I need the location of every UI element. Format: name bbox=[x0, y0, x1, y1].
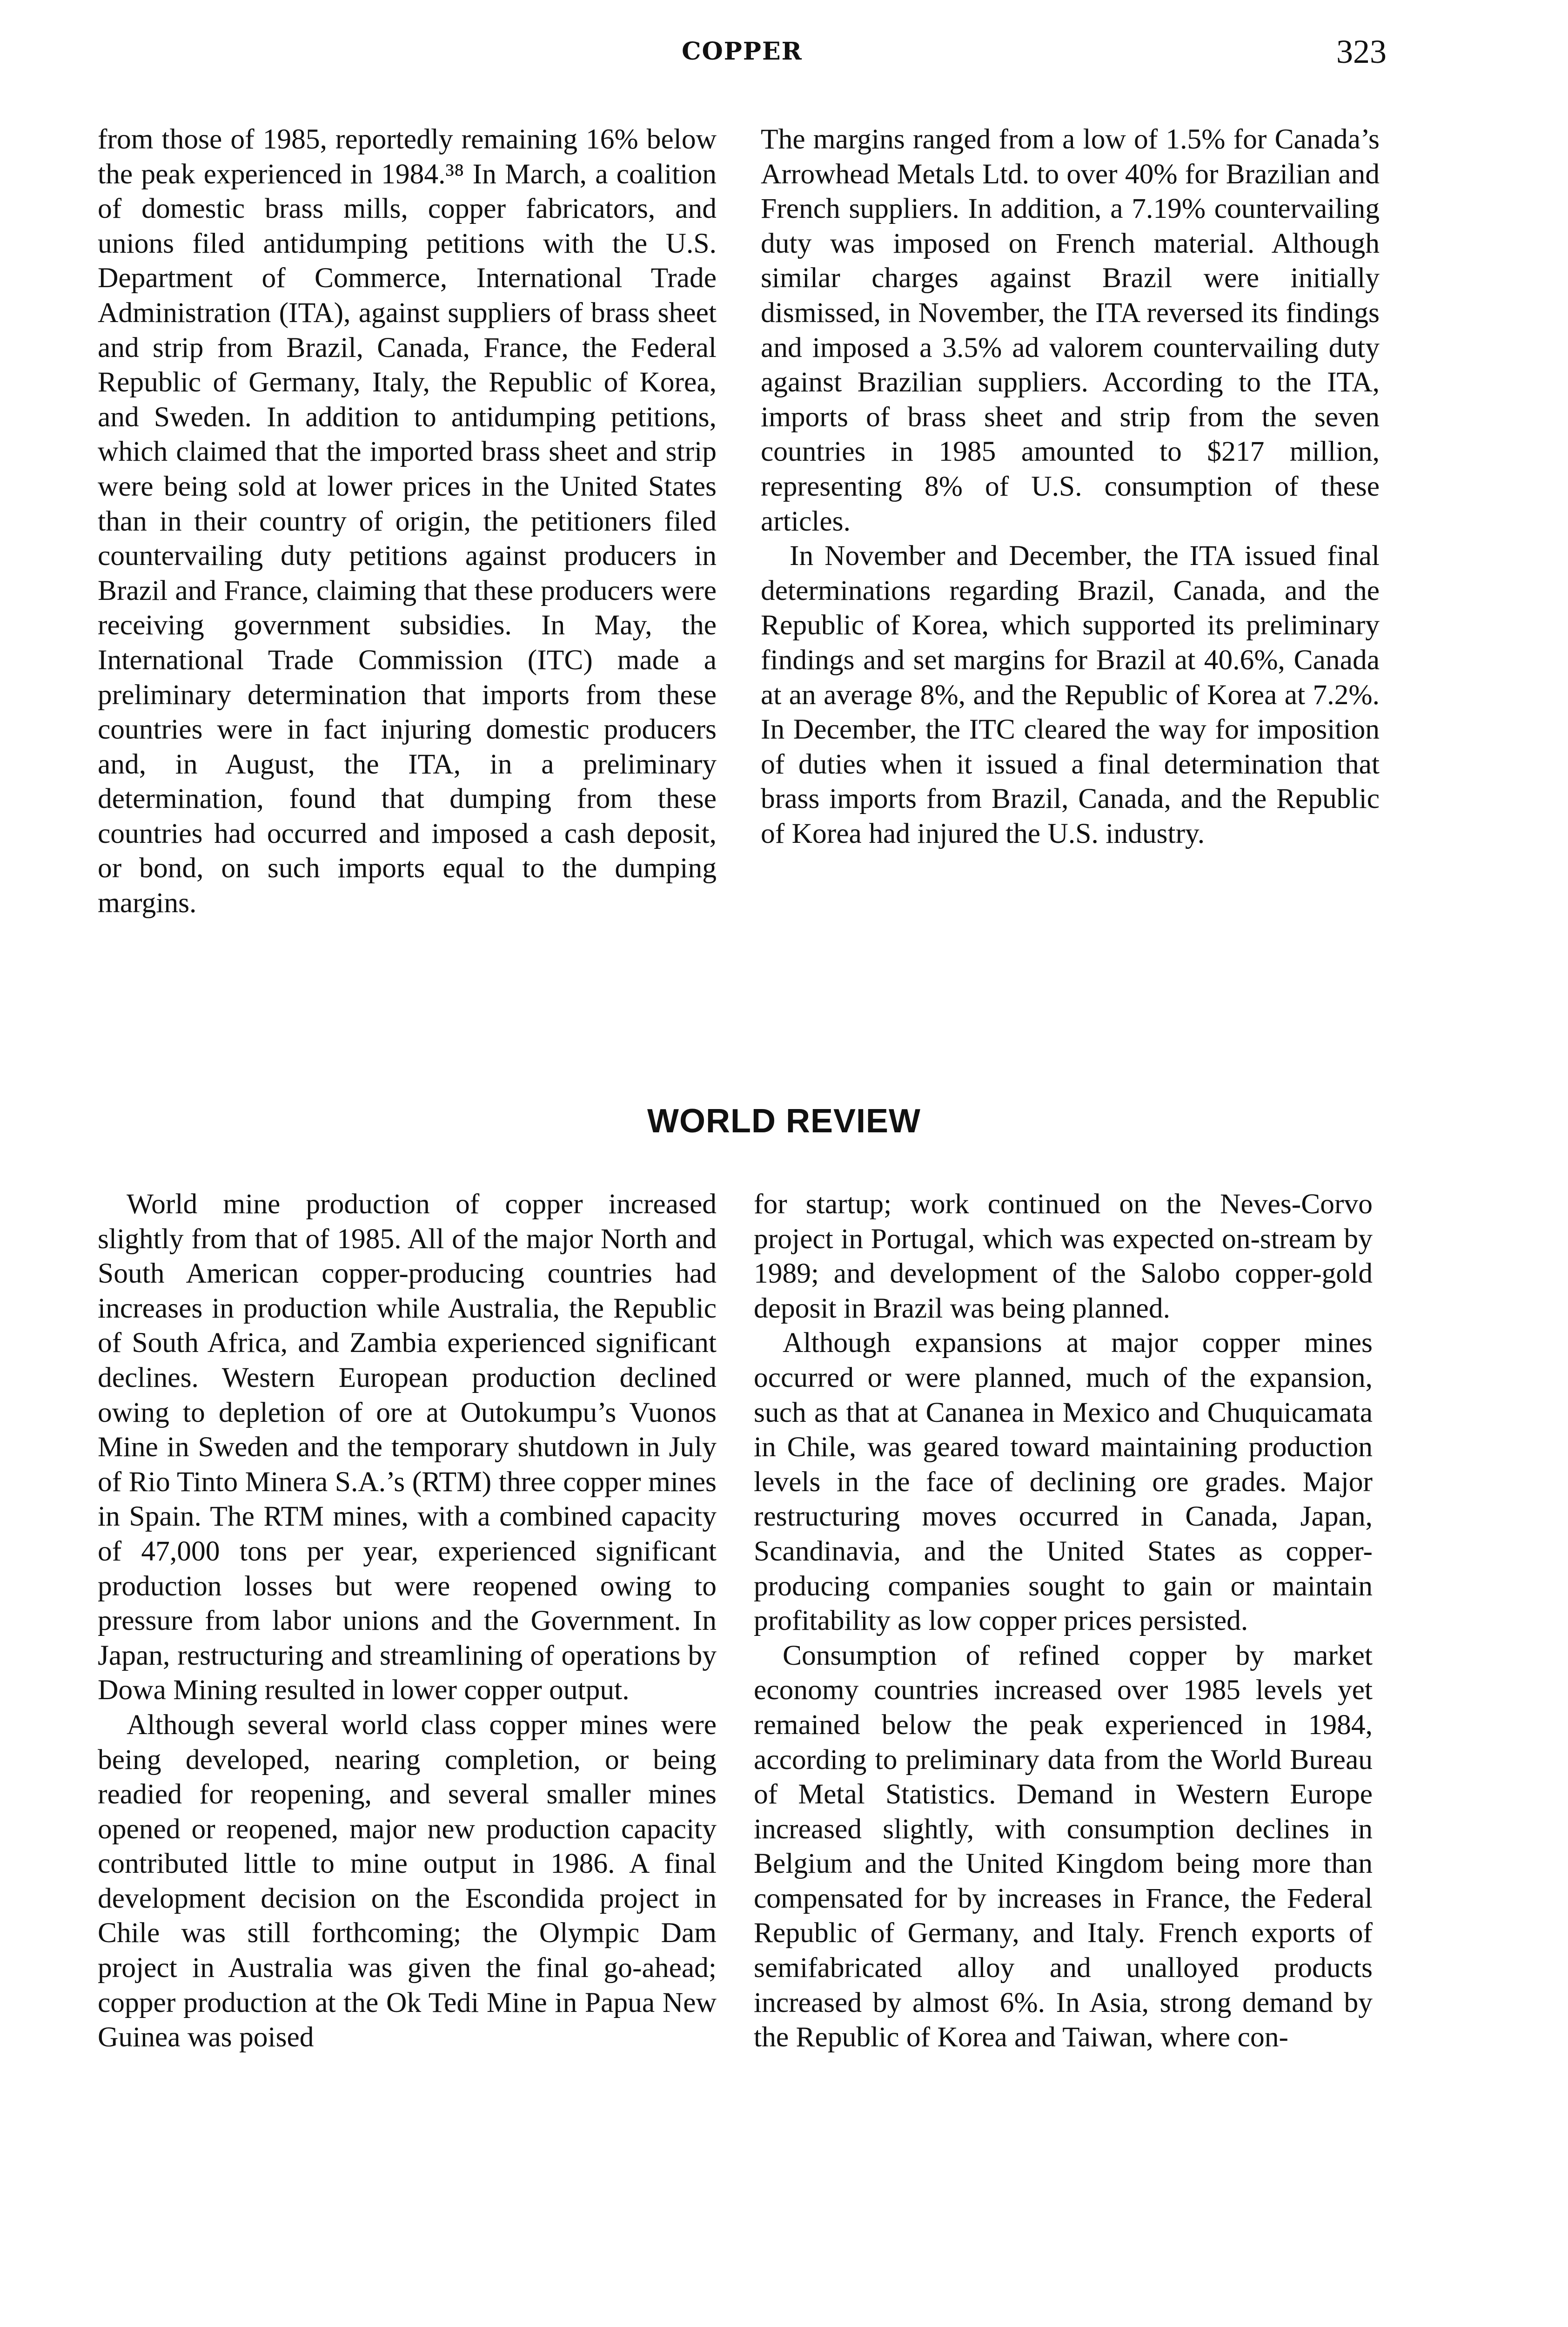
paragraph: In November and December, the ITA issued final determinations regarding Brazil, Canada, and the Republic of Korea, which supported its preliminary findings and set margins for Brazil at 40.6%, Canada at an average 8%, and the Republic of Korea at 7.2%. In December, the ITC cleared the way for imposition of duties when it issued a final determination that brass imports from Brazil, Canada, and the Republic of Korea had injured the U.S. industry. bbox=[761, 540, 1380, 849]
top-right-column bbox=[761, 122, 1380, 851]
paragraph: from those of 1985, reportedly remaining 16% below the peak experienced in 1984.³⁸ In March, a coalition of domestic brass mills, copper fabricators, and unions filed antidumping petitions with the U.S. Department of Commerce, International Trade Administration (ITA), against suppliers of brass sheet and strip from Brazil, Canada, France, the Federal Republic of Germany, Italy, the Republic of Korea, and Sweden. In addition to antidumping petitions, which claimed that the imported brass sheet and strip were being sold at lower prices in the United States than in their country of origin, the petitioners filed countervailing duty petitions against producers in Brazil and France, claiming that these producers were receiving government subsidies. In May, the International Trade Commission (ITC) made a preliminary determination that imports from these countries were in fact injuring domestic producers and, in August, the ITA, in a preliminary determination, found that dumping from these countries had occurred and imposed a cash deposit, or bond, on such imports equal to the dumping margins. bbox=[98, 123, 717, 919]
page-number: 323 bbox=[1336, 33, 1387, 70]
paragraph: Consumption of refined copper by market economy countries increased over 1985 levels yet remained below the peak experienced in 1984, according to preliminary data from the World Bureau of Metal Statistics. Demand in Western Europe increased slightly, with consumption declines in Belgium and the United Kingdom being more than compensated for by increases in France, the Federal Republic of Germany, and Italy. French exports of semifabricated alloy and unalloyed products increased by almost 6%. In Asia, strong demand by the Republic of Korea and Taiwan, where con- bbox=[754, 1639, 1373, 2053]
paragraph: The margins ranged from a low of 1.5% for Canada’s Arrowhead Metals Ltd. to over 40% for Brazilian and French suppliers. In addition, a 7.19% countervailing duty was imposed on French material. Although similar charges against Brazil were initially dismissed, in November, the ITA reversed its findings and imposed a 3.5% ad valorem countervailing duty against Brazilian suppliers. According to the ITA, imports of brass sheet and strip from the seven countries in 1985 amounted to $217 million, representing 8% of U.S. consumption of these articles. bbox=[761, 123, 1380, 537]
paragraph: World mine production of copper increased slightly from that of 1985. All of the major North and South American copper-producing countries had increases in production while Australia, the Republic of South Africa, and Zambia experienced significant declines. Western European production declined owing to depletion of ore at Outokumpu’s Vuonos Mine in Sweden and the temporary shutdown in July of Rio Tinto Minera S.A.’s (RTM) three copper mines in Spain. The RTM mines, with a combined capacity of 47,000 tons per year, experienced significant production losses but were reopened owing to pressure from labor unions and the Government. In Japan, restructuring and streamlining of operations by Dowa Mining resulted in lower copper output. bbox=[98, 1188, 717, 1706]
top-left-column bbox=[98, 122, 717, 921]
running-title: COPPER bbox=[682, 37, 803, 66]
world-review-left-column bbox=[98, 1187, 717, 2055]
section-heading-world-review: WORLD REVIEW bbox=[647, 1103, 921, 1140]
paragraph: for startup; work continued on the Neves-Corvo project in Portugal, which was expected on-stream by 1989; and development of the Salobo copper-gold deposit in Brazil was being planned. bbox=[754, 1188, 1373, 1324]
paragraph: Although several world class copper mines were being developed, nearing completion, or being readied for reopening, and several smaller mines opened or reopened, major new production capacity contributed little to mine output in 1986. A final development decision on the Escondida project in Chile was still forthcoming; the Olympic Dam project in Australia was given the final go-ahead; copper production at the Ok Tedi Mine in Papua New Guinea was poised bbox=[98, 1708, 717, 2053]
running-header bbox=[98, 33, 1387, 74]
world-review-right-column bbox=[754, 1187, 1373, 2055]
paragraph: Although expansions at major copper mines occurred or were planned, much of the expansion, such as that at Cananea in Mexico and Chuquicamata in Chile, was geared toward maintaining production levels in the face of declining ore grades. Major restructuring moves occurred in Canada, Japan, Scandinavia, and the United States as copper-producing companies sought to gain or maintain profitability as low copper prices persisted. bbox=[754, 1327, 1373, 1637]
